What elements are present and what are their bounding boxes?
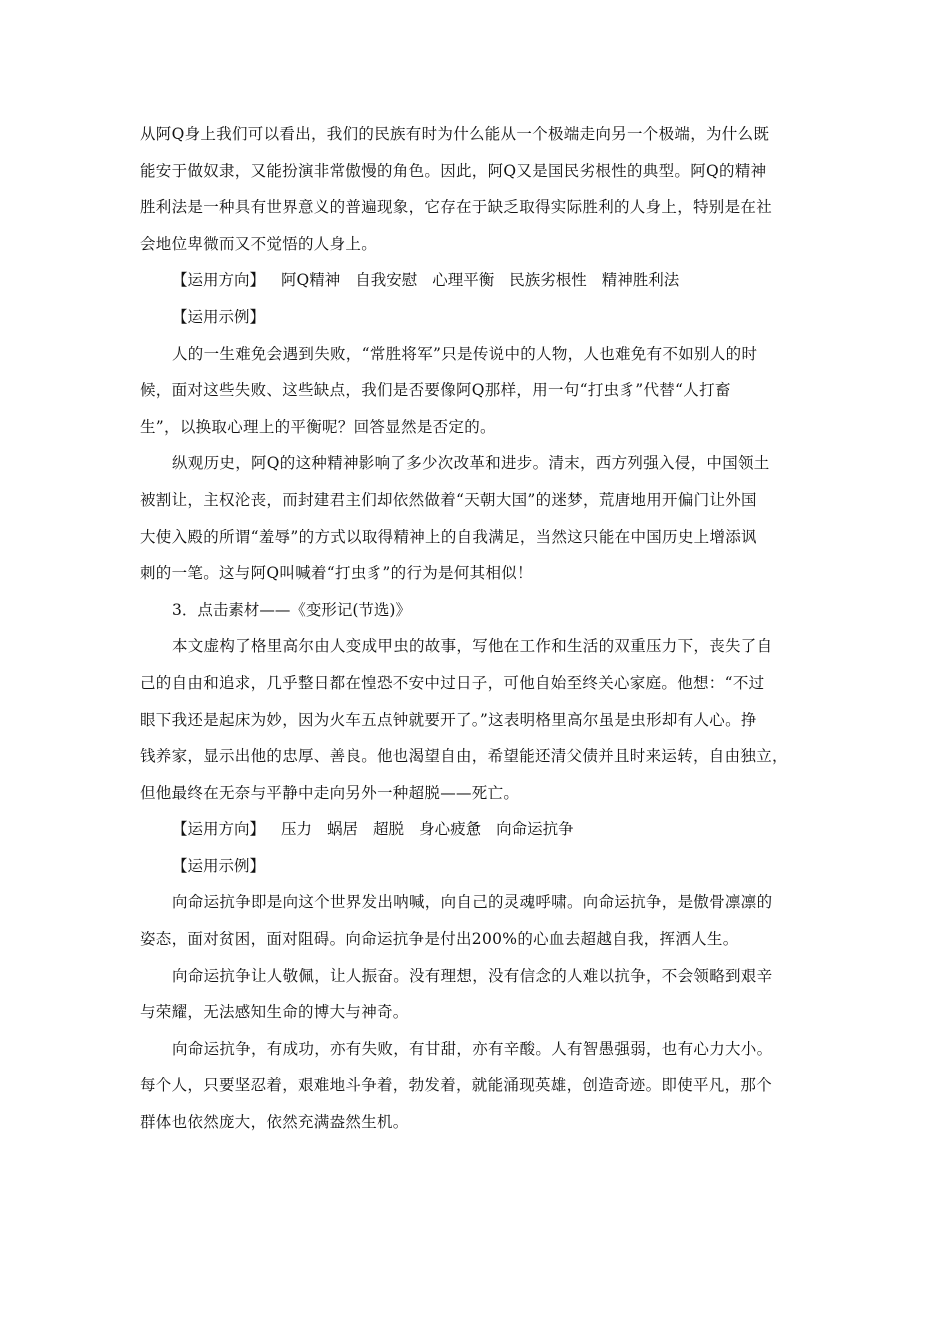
text-line: 纵观历史，阿Q的这种精神影响了多少次改革和进步。清末，西方列强入侵，中国领土: [172, 454, 770, 473]
paragraph-example-2: [140, 445, 822, 591]
text-line: 钱养家，显示出他的忠厚、善良。他也渴望自由，希望能还清父债并且时来运转，自由独立，: [140, 747, 788, 766]
keyword-tag: 阿Q精神: [281, 271, 341, 290]
usage-direction-metamorphosis: [140, 811, 822, 848]
paragraph-fate-1: [140, 884, 822, 957]
usage-direction-aq: [140, 262, 822, 299]
text-line: 与荣耀，无法感知生命的博大与神奇。: [140, 1003, 409, 1022]
keyword-tag: 压力: [281, 820, 313, 839]
text-line: 姿态，面对贫困，面对阻碍。向命运抗争是付出200%的心血去超越自我，挥洒人生。: [140, 930, 739, 949]
usage-example-heading: 【运用示例】: [172, 307, 266, 326]
paragraph-example-1: [140, 336, 822, 446]
text-line: 群体也依然庞大，依然充满盎然生机。: [140, 1113, 409, 1132]
usage-direction-label: 【运用方向】: [172, 820, 266, 839]
paragraph-aq-analysis: [140, 116, 822, 262]
keyword-tag: 精神胜利法: [601, 271, 680, 290]
text-line: 向命运抗争，有成功，亦有失败，有甘甜，亦有辛酸。人有智愚强弱，也有心力大小。: [172, 1039, 773, 1058]
text-line: 会地位卑微而又不觉悟的人身上。: [140, 234, 378, 253]
document-page: [140, 116, 822, 1141]
keyword-tag: 蜗居: [327, 820, 359, 839]
text-line: 本文虚构了格里高尔由人变成甲虫的故事，写他在工作和生活的双重压力下，丧失了自: [172, 637, 773, 656]
paragraph-metamorphosis: [140, 628, 822, 811]
text-line: 向命运抗争即是向这个世界发出呐喊，向自己的灵魂呼啸。向命运抗争，是傲骨凛凛的: [172, 893, 773, 912]
keyword-tag: 自我安慰: [355, 271, 418, 290]
text-line: 能安于做奴隶，又能扮演非常傲慢的角色。因此，阿Q又是国民劣根性的典型。阿Q的精神: [140, 161, 767, 180]
usage-example-heading: 【运用示例】: [172, 856, 266, 875]
text-line: 己的自由和追求，几乎整日都在惶恐不安中过日子，可他自始至终关心家庭。他想：“不过: [140, 673, 765, 692]
text-line: 人的一生难免会遇到失败，“常胜将军”只是传说中的人物，人也难免有不如别人的时: [172, 344, 758, 363]
keyword-tag: 向命运抗争: [496, 820, 574, 839]
section-heading-metamorphosis: 3．点击素材——《变形记(节选)》: [172, 600, 411, 619]
keyword-tag: 身心疲惫: [419, 820, 482, 839]
text-line: 大使入殿的所谓“羞辱”的方式以取得精神上的自我满足，当然这只能在中国历史上增添讽: [140, 527, 757, 546]
text-line: 刺的一笔。这与阿Q叫喊着“打虫豸”的行为是何其相似！: [140, 564, 533, 583]
text-line: 生”，以换取心理上的平衡呢？回答显然是否定的。: [140, 417, 496, 436]
keyword-tag: 民族劣根性: [509, 271, 587, 290]
text-line: 被割让，主权沦丧，而封建君主们却依然做着“天朝大国”的迷梦，荒唐地用开偏门让外国: [140, 490, 757, 509]
text-line: 从阿Q身上我们可以看出，我们的民族有时为什么能从一个极端走向另一个极端，为什么既: [140, 125, 770, 143]
text-line: 每个人，只要坚忍着，艰难地斗争着，勃发着，就能涌现英雄，创造奇迹。即使平凡，那个: [140, 1076, 773, 1095]
paragraph-fate-2: [140, 958, 822, 1031]
keyword-tag: 超脱: [373, 820, 405, 839]
text-line: 但他最终在无奈与平静中走向另外一种超脱——死亡。: [140, 783, 520, 802]
paragraph-fate-3: [140, 1031, 822, 1141]
text-line: 候，面对这些失败、这些缺点，我们是否要像阿Q那样，用一句“打虫豸”代替“人打畜: [140, 381, 731, 400]
text-line: 向命运抗争让人敬佩，让人振奋。没有理想，没有信念的人难以抗争，不会领略到艰辛: [172, 966, 773, 985]
keyword-tag: 心理平衡: [432, 271, 495, 290]
usage-direction-label: 【运用方向】: [172, 271, 266, 290]
text-line: 眼下我还是起床为妙，因为火车五点钟就要开了。”这表明格里高尔虽是虫形却有人心。挣: [140, 710, 757, 729]
text-line: 胜利法是一种具有世界意义的普遍现象，它存在于缺乏取得实际胜利的人身上，特别是在社: [140, 198, 773, 217]
